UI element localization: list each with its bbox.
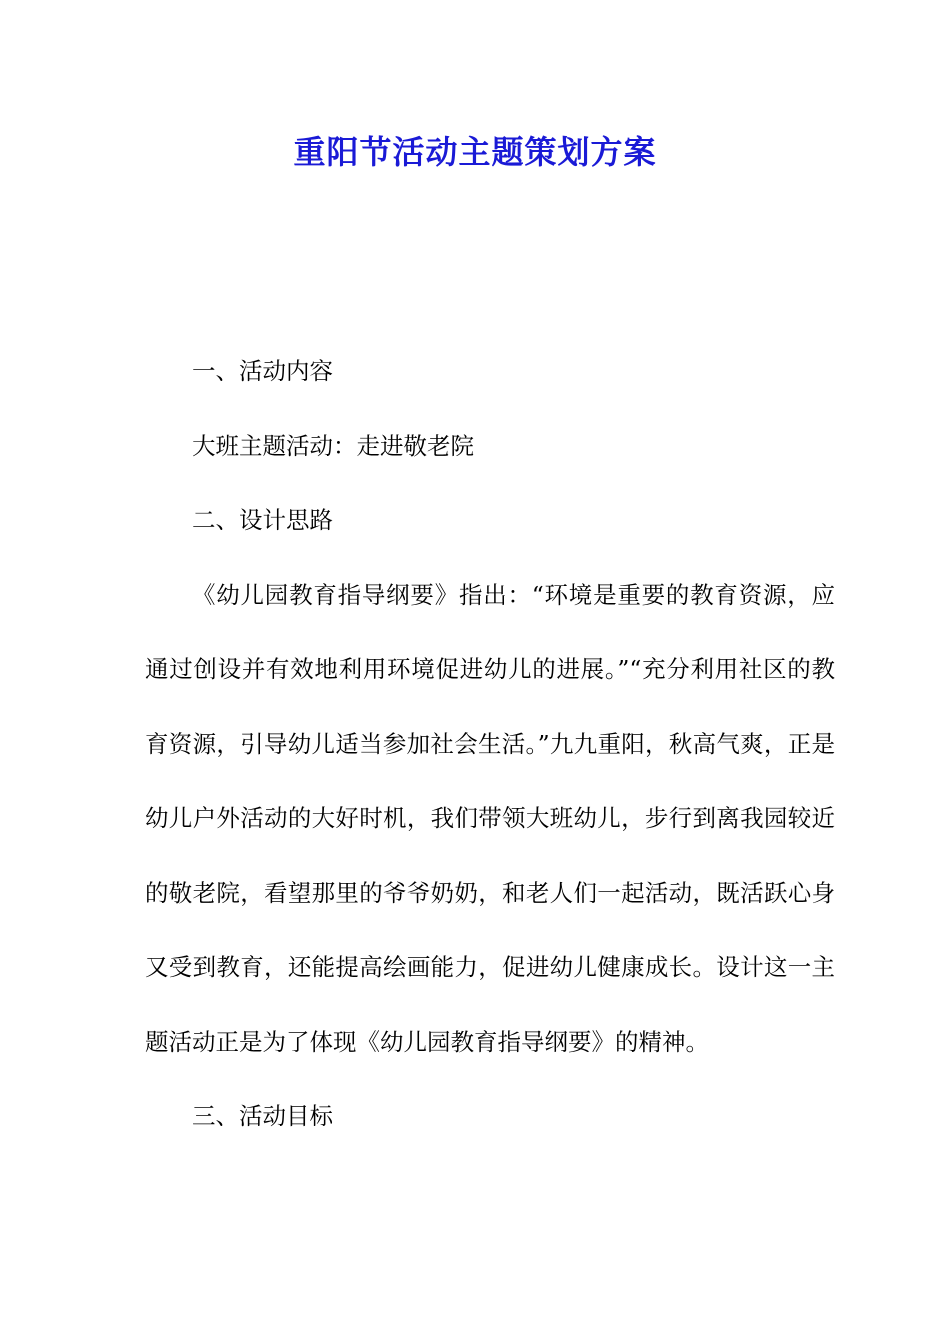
document-body <box>145 334 835 1154</box>
section-heading-activity-content: 一、活动内容 <box>192 357 333 385</box>
section-heading-design-idea: 二、设计思路 <box>192 506 333 534</box>
activity-theme-line: 大班主题活动：走进敬老院 <box>192 431 474 460</box>
design-idea-paragraph: 《幼儿园教育指导纲要》指出：“环境是重要的教育资源，应通过创设并有效地利用环境促进幼儿的进展。”“充分利用社区的教育资源，引导幼儿适当参加社会生活。”九九重阳，秋高气爽，正是幼儿户外活动的大好时机，我们带领大班幼儿，步行到离我园较近的敬老院，看望那里的爷爷奶奶，和老人们一起活动，既活跃心身又受到教育，还能提高绘画能力，促进幼儿健康成长。设计这一主题活动正是为了体现《幼儿园教育指导纲要》的精神。 <box>145 580 835 1056</box>
document-title: 重阳节活动主题策划方案 <box>293 133 657 171</box>
section-heading-activity-goals: 三、活动目标 <box>192 1102 333 1130</box>
